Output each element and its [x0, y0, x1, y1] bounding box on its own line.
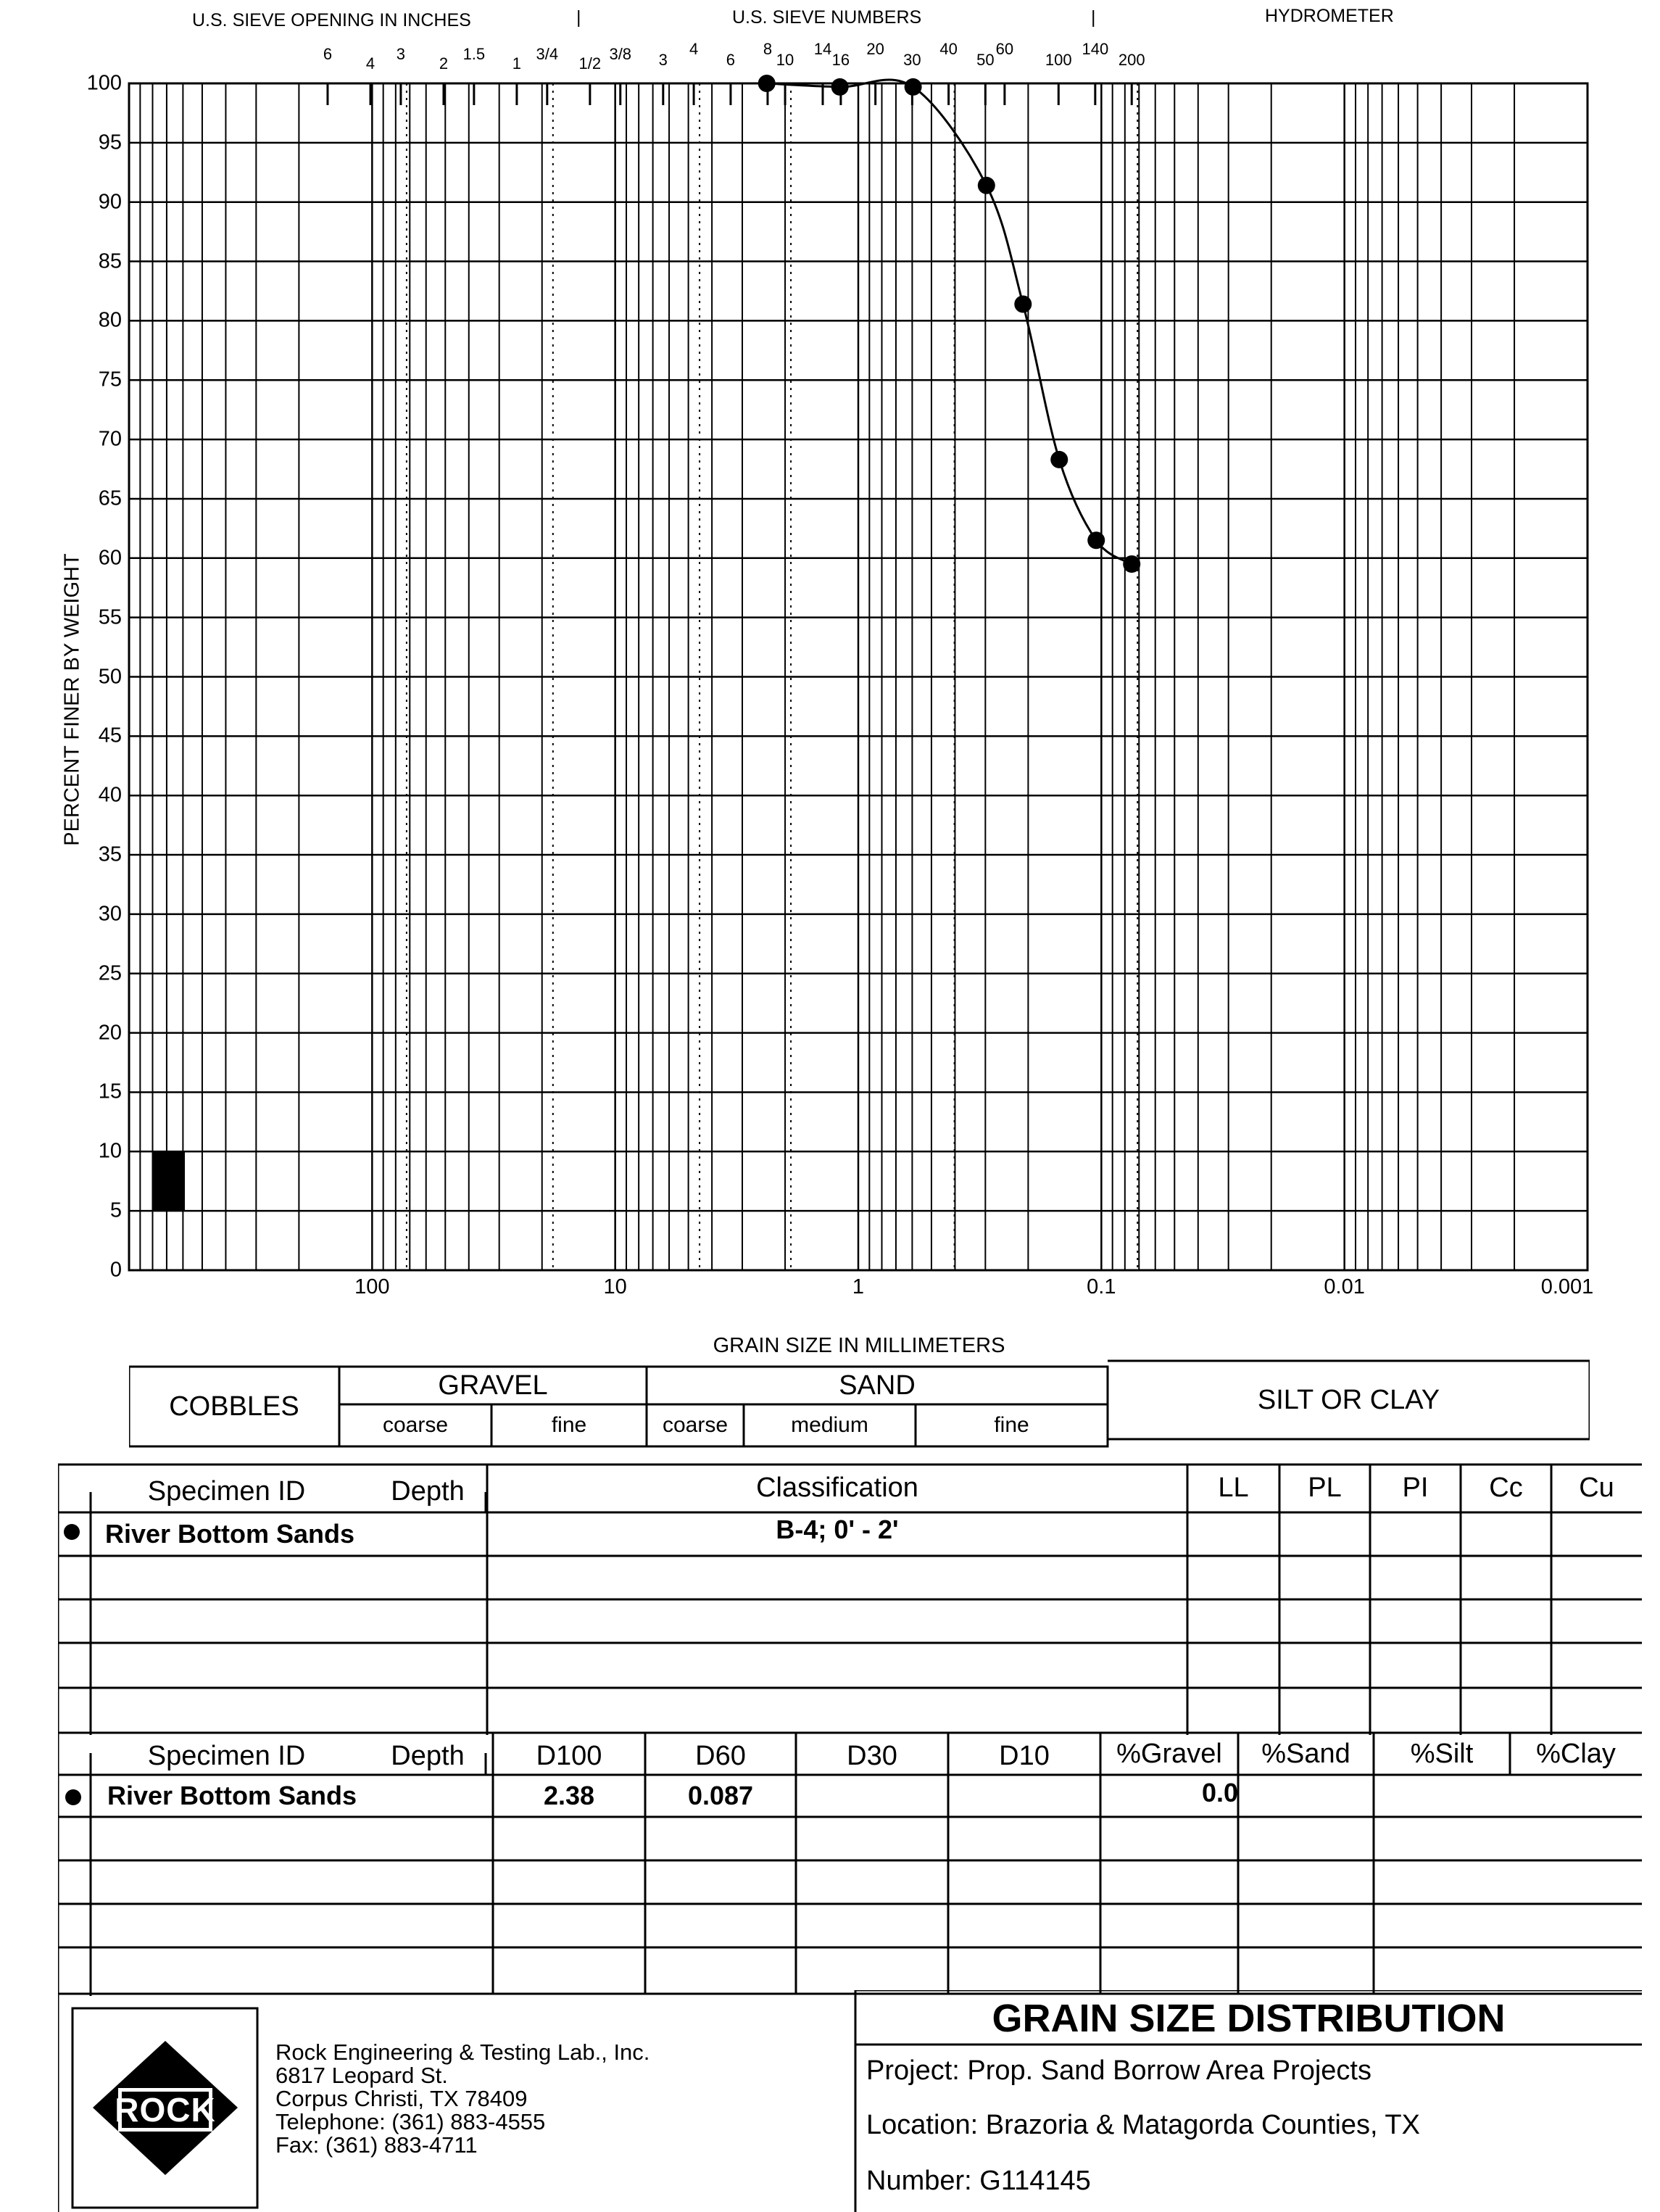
depth-cell	[370, 1775, 486, 1817]
number-sieve-label: 60	[995, 40, 1014, 58]
data-point	[905, 78, 922, 96]
x-axis-title: GRAIN SIZE IN MILLIMETERS	[713, 1334, 1005, 1357]
col-header-pl: PL	[1308, 1472, 1342, 1503]
specimen-marker-icon	[65, 1789, 81, 1805]
y-tick-label: 60	[98, 546, 122, 570]
col-header-specimen-id: Specimen ID	[147, 1740, 306, 1771]
col-header-depth: Depth	[391, 1475, 465, 1507]
gravel-label: GRAVEL	[438, 1370, 548, 1401]
header-divider: |	[576, 7, 581, 28]
col-header-cc: Cc	[1489, 1472, 1523, 1503]
x-tick-label: 1	[852, 1275, 865, 1298]
number-sieve-label: 16	[831, 51, 850, 69]
col-header-depth: Depth	[391, 1740, 465, 1771]
y-tick-label: 35	[98, 842, 122, 866]
sand-label: SAND	[839, 1370, 916, 1401]
data-point	[831, 78, 849, 96]
col-header-cu: Cu	[1579, 1472, 1614, 1503]
sand-fine-label: fine	[994, 1413, 1029, 1437]
report-title: GRAIN SIZE DISTRIBUTION	[992, 1996, 1506, 2040]
specimen-id-cell: River Bottom Sands	[107, 1781, 357, 1810]
data-point	[1050, 451, 1068, 468]
col-header-d60: D60	[695, 1740, 746, 1771]
col-header-gravel: %Gravel	[1116, 1738, 1222, 1769]
y-tick-label: 85	[98, 249, 122, 273]
d60-cell: 0.087	[687, 1781, 754, 1810]
specimen-marker-icon	[64, 1524, 80, 1540]
y-tick-label: 25	[98, 961, 122, 985]
silt-clay-label: SILT OR CLAY	[1257, 1384, 1440, 1415]
y-tick-label: 5	[109, 1198, 122, 1222]
gravel-fine-label: fine	[551, 1413, 587, 1437]
location-line: Location: Brazoria & Matagorda Counties, TX	[866, 2110, 1420, 2140]
x-tick-label: 10	[603, 1275, 627, 1298]
number-sieve-label: 200	[1118, 51, 1145, 69]
number-sieve-label: 30	[903, 51, 921, 69]
soil-class-band	[129, 1359, 1590, 1450]
y-tick-label: 20	[98, 1021, 122, 1045]
company-info	[275, 2041, 650, 2157]
classification-cell: B-4; 0' - 2'	[776, 1515, 899, 1544]
y-tick-label: 80	[98, 308, 122, 332]
inch-sieve-label: 2	[439, 54, 449, 73]
data-point	[1087, 531, 1105, 549]
number-sieve-label: 6	[726, 51, 736, 69]
header-divider: |	[1091, 7, 1096, 28]
company-fax: Fax: (361) 883-4711	[275, 2132, 478, 2158]
logo-text: ROCK	[115, 2091, 216, 2129]
series-line	[767, 80, 1132, 564]
x-tick-label: 0.001	[1540, 1275, 1594, 1298]
company-city: Corpus Christi, TX 78409	[275, 2086, 528, 2111]
inch-sieve-label: 3/4	[536, 45, 559, 63]
x-tick-label: 0.01	[1324, 1275, 1365, 1298]
company-street: 6817 Leopard St.	[275, 2063, 448, 2088]
inch-sieve-label: 4	[365, 54, 375, 73]
col-header-d10: D10	[999, 1740, 1050, 1771]
number-sieve-label: 3	[658, 51, 668, 69]
y-tick-label: 45	[98, 724, 122, 747]
inch-sieve-label: 1.5	[462, 45, 486, 63]
inch-sieve-label: 6	[323, 45, 333, 63]
sieve-opening-label: U.S. SIEVE OPENING IN INCHES	[192, 10, 471, 30]
y-tick-label: 40	[98, 783, 122, 807]
y-tick-label: 95	[98, 131, 122, 154]
number-sieve-label: 10	[776, 51, 794, 69]
number-sieve-label: 140	[1082, 40, 1109, 58]
d30-cell	[796, 1775, 948, 1817]
col-header-sand: %Sand	[1261, 1738, 1350, 1769]
project-line: Project: Prop. Sand Borrow Area Projects	[866, 2055, 1371, 2086]
y-tick-label: 15	[98, 1080, 122, 1103]
data-point	[1123, 555, 1140, 573]
number-sieve-label: 14	[813, 40, 832, 58]
d100-cell: 2.38	[543, 1781, 595, 1810]
y-axis-title: PERCENT FINER BY WEIGHT	[60, 553, 84, 846]
sand-percent-cell	[1238, 1775, 1374, 1817]
y-tick-label: 75	[98, 368, 122, 392]
sand-medium-label: medium	[791, 1413, 868, 1437]
y-tick-label: 65	[98, 486, 122, 510]
col-header-specimen-id: Specimen ID	[147, 1475, 306, 1507]
x-tick-label: 100	[354, 1275, 390, 1298]
sieve-numbers-label: U.S. SIEVE NUMBERS	[732, 7, 922, 28]
d10-cell	[948, 1775, 1100, 1817]
data-point	[978, 177, 995, 194]
number-sieve-label: 100	[1045, 51, 1072, 69]
depth-cell	[370, 1512, 486, 1556]
col-header-silt: %Silt	[1410, 1738, 1474, 1769]
inch-sieve-label: 1	[512, 54, 522, 73]
number-sieve-label: 20	[866, 40, 884, 58]
y-tick-label: 70	[98, 427, 122, 451]
classification-table	[58, 1463, 1642, 1735]
company-name: Rock Engineering & Testing Lab., Inc.	[275, 2039, 650, 2065]
col-header-clay: %Clay	[1536, 1738, 1616, 1769]
data-point	[758, 75, 776, 92]
y-tick-label: 0	[109, 1258, 122, 1282]
y-tick-label: 55	[98, 605, 122, 629]
gravel-percent-cell: 0.0	[1202, 1778, 1239, 1807]
y-tick-label: 50	[98, 665, 122, 688]
col-header-classification: Classification	[756, 1472, 918, 1503]
size-table	[58, 1731, 1642, 1996]
silt-percent-cell	[1374, 1775, 1510, 1817]
inch-sieve-label: 1/2	[578, 54, 602, 73]
col-header-d30: D30	[847, 1740, 897, 1771]
y-tick-label: 10	[98, 1139, 122, 1163]
hydrometer-label: HYDROMETER	[1265, 6, 1394, 26]
number-sieve-label: 50	[976, 51, 995, 69]
rock-logo	[86, 2034, 245, 2182]
col-header-ll: LL	[1218, 1472, 1249, 1503]
col-header-d100: D100	[536, 1740, 602, 1771]
data-point	[1014, 295, 1032, 312]
company-telephone: Telephone: (361) 883-4555	[275, 2109, 546, 2134]
specimen-id-cell: River Bottom Sands	[105, 1519, 355, 1549]
y-tick-label: 90	[98, 190, 122, 214]
number-line: Number: G114145	[866, 2166, 1091, 2196]
y-tick-label: 100	[86, 71, 122, 95]
inch-sieve-label: 3	[396, 45, 406, 63]
legend-marker	[152, 1151, 185, 1211]
footer	[58, 1990, 1642, 2212]
gravel-coarse-label: coarse	[382, 1413, 449, 1437]
clay-percent-cell	[1510, 1775, 1642, 1817]
number-sieve-label: 4	[689, 40, 699, 58]
col-header-pi: PI	[1402, 1472, 1429, 1503]
sand-coarse-label: coarse	[662, 1413, 729, 1437]
cobbles-label: COBBLES	[169, 1391, 299, 1422]
number-sieve-label: 8	[763, 40, 773, 58]
x-tick-label: 0.1	[1087, 1275, 1116, 1298]
inch-sieve-label: 3/8	[609, 45, 632, 63]
y-tick-label: 30	[98, 902, 122, 926]
number-sieve-label: 40	[939, 40, 958, 58]
